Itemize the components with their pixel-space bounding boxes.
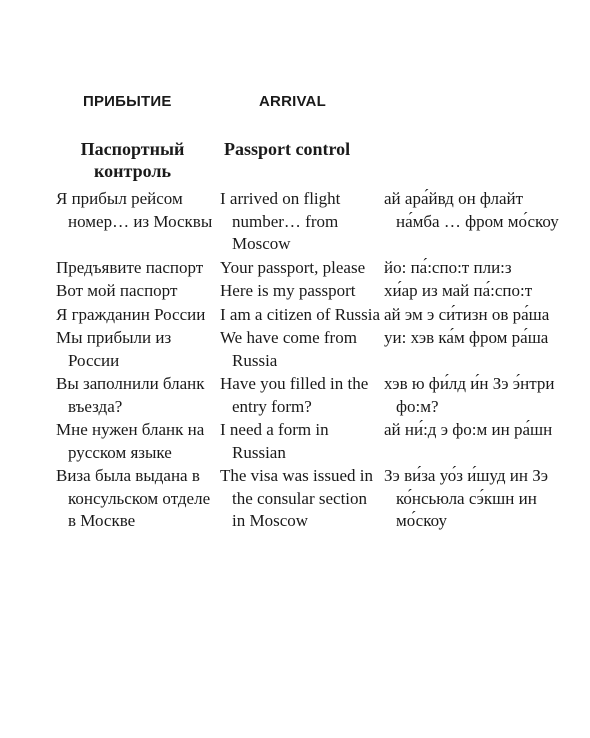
phrase-en: Your passport, please [220,257,366,277]
subsection-heading-ru: Паспортный контроль [80,139,185,181]
phrase-transcription: ай ни́:д э фо:м ин ра́шн [384,420,553,439]
subsection-heading-en: Passport control [224,139,351,159]
phrase-row [0,280,590,303]
phrase-en: I arrived on flight number… from Moscow [220,189,341,253]
phrase-transcription: ай эм э си́тизн ов ра́ша [384,304,550,324]
phrase-en: The visa was issued in the consular section in Moscow [220,466,373,530]
phrase-en: We have come from Russia [220,328,357,370]
phrase-ru: Я прибыл рейсом номер… из Москвы [56,189,213,231]
phrase-row [0,304,590,327]
phrase-transcription: хэв ю фи́лд и́н Зэ э́нтри фо:м? [384,374,555,416]
phrase-en: Here is my passport [220,281,356,300]
phrase-en: Have you filled in the entry form? [220,374,369,416]
phrase-ru: Я гражданин России [56,304,206,324]
phrase-row [0,419,590,464]
phrase-ru: Мне нужен бланк на русском языке [56,420,205,462]
phrase-transcription: ай ара́йвд он флайт на́мба … фром мо́скоу [384,189,559,231]
phrase-en: I need a form in Russian [220,420,329,462]
phrase-transcription: Зэ ви́за уо́з и́шуд ин Зэ ко́нсьюла сэ́кшн ин мо́скоу [384,466,549,530]
section-heading-en: ARRIVAL [259,93,326,110]
phrase-row [0,257,590,280]
phrase-row [0,373,590,418]
phrase-ru: Виза была выдана в консульском отделе в Москве [56,466,211,530]
phrase-table [0,188,590,534]
phrase-transcription: йо: па́:спо:т пли:з [384,257,512,277]
section-heading-ru: ПРИБЫТИЕ [83,93,172,110]
phrase-ru: Мы прибыли из России [56,328,172,370]
phrase-row [0,465,590,533]
phrase-transcription: хи́ар из май па́:спо:т [384,281,533,300]
phrase-row [0,327,590,372]
phrase-ru: Вот мой паспорт [56,281,178,300]
phrase-ru: Вы заполнили бланк въезда? [56,374,205,416]
phrase-transcription: уи: хэв ка́м фром ра́ша [384,328,549,347]
phrase-ru: Предъявите паспорт [56,257,204,277]
phrase-en: I am a citizen of Russia [220,304,381,324]
phrase-row [0,188,590,256]
